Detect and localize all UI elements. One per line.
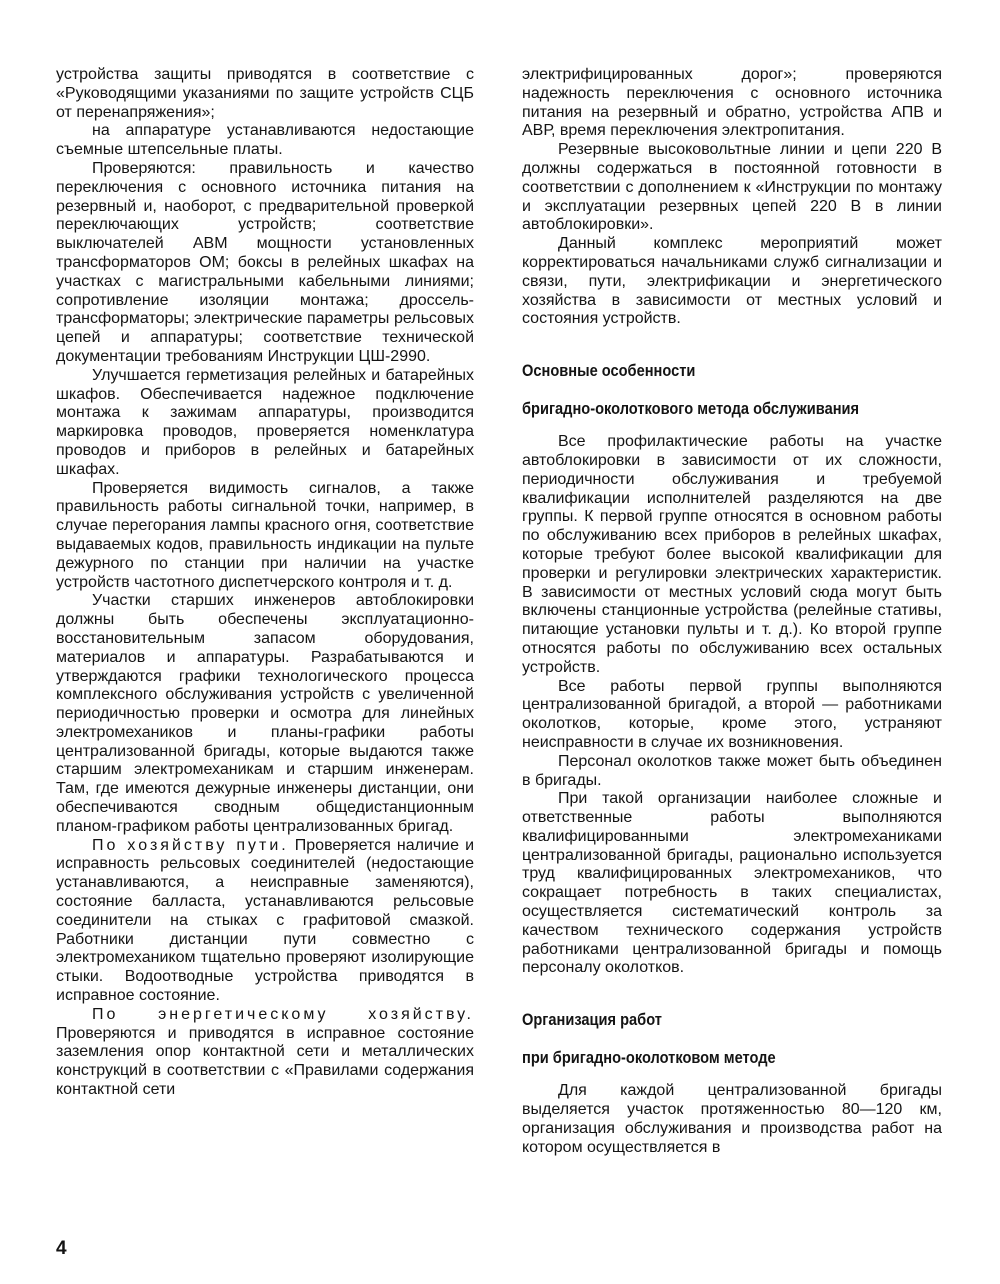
left-column	[56, 66, 474, 1100]
paragraph: Участки старших инженеров автоблокировки должны быть обеспечены эксплуатационно-восстановительным запасом оборудования, материалов и аппаратуры. Разрабатываются и утверждаются графики технологического процесса комплексного обслуживания устройств с увеличенной периодичностью проверки и осмотра для линейных электромехаников и планы-графики работы централизованной бригады, которые выдаются также старшим электромеханикам и старшим инженерам. Там, где имеются дежурные инженеры дистанции, они обеспечиваются сводным общедистанционным планом-графиком работы централизованных бригад.	[56, 592, 474, 835]
paragraph: Для каждой централизованной бригады выделяется участок протяженностью 80—120 км, организация обслуживания и производства работ на котором осуществляется в	[522, 1082, 942, 1156]
paragraph: Проверяются: правильность и качество переключения с основного источника питания на резервный и, наоборот, с предварительной проверкой переключающих устройств; соответствие выключателей АВМ мощности установленных трансформаторов ОМ; боксы в релейных шкафах на участках с магистральными кабельными линиями; сопротивление изоляции монтажа; дроссель-трансформаторы; электрические параметры рельсовых цепей и аппаратуры; соответствие технической документации требованиям Инструкции ЦШ-2990.	[56, 159, 474, 365]
section-heading: бригадно-околоткового метода обслуживания	[522, 399, 860, 419]
paragraph: Улучшается герметизация релейных и батарейных шкафов. Обеспечивается надежное подключение монтажа к зажимам аппаратуры, производится маркировка проводов, проверяется номенклатура проводов и приборов в релейных и батарейных шкафах.	[56, 366, 474, 478]
paragraph: Все профилактические работы на участке автоблокировки в зависимости от их сложности, периодичности обслуживания и требуемой квалификации исполнителей разделяются на две группы. К первой группе относятся в основном работы по обслуживанию всех приборов в релейных шкафах, которые требуют более высокой квалификации для проверки и регулировки электрических характеристик. В зависимости от местных условий сюда могут быть включены станционные устройства (релейные стативы, питающие установки пульты и т. д.). Ко второй группе относятся работы по обслуживанию всех остальных устройств.	[522, 433, 942, 676]
right-column	[522, 66, 942, 1157]
paragraph: на аппаратуре устанавливаются недостающие съемные штепсельные платы.	[56, 122, 474, 159]
paragraph-text: Проверяются и приводятся в исправное состояние заземления опор контактной сети и металлических конструкций в соответствии с «Правилами содержания контактной сети	[56, 1024, 474, 1099]
paragraph-text: Проверяется наличие и исправность рельсовых соединителей (недостающие устанавливаются, а неисправные заменяются), состояние балласта, устанавливаются рельсовые соединители на стыках с графитовой смазкой. Работники дистанции пути совместно с электромехаником тщательно проверяют изолирующие стыки. Водоотводные устройства приводятся в исправное состояние.	[56, 836, 475, 1005]
section-heading: при бригадно-околотковом методе	[522, 1048, 776, 1068]
run-in-heading: По энергетическому хозяйству.	[92, 1005, 474, 1023]
paragraph: электрифицированных дорог»; проверяются надежность переключения с основного источника питания на резервный и обратно, устройства АПВ и АВР, время переключения электропитания.	[522, 66, 942, 140]
paragraph: Проверяется видимость сигналов, а также правильность работы сигнальной точки, например, в случае перегорания лампы красного огня, соответствие выдаваемых кодов, правильность индикации на пульте дежурного по станции при наличии на участке устройств частотного диспетчерского контроля и т. д.	[56, 479, 474, 591]
paragraph: устройства защиты приводятся в соответствие с «Руководящими указаниями по защите устройств СЦБ от перенапряжения»;	[56, 66, 474, 121]
section-heading: Основные особенности	[522, 361, 696, 381]
paragraph: Все работы первой группы выполняются централизованной бригадой, а второй — работниками околотков, которые, кроме этого, устраняют неисправности в случае их возникновения.	[522, 677, 942, 751]
section-heading: Организация работ	[522, 1010, 662, 1030]
paragraph: Данный комплекс мероприятий может корректироваться начальниками служб сигнализации и связи, пути, электрификации и энергетического хозяйства в зависимости от местных условий и состояния устройств.	[522, 235, 942, 328]
paragraph-energy-section	[56, 1006, 474, 1100]
run-in-heading: По хозяйству пути.	[92, 836, 289, 854]
paragraph: При такой организации наиболее сложные и ответственные работы выполняются квалифицированными электромеханиками централизованной бригады, рационально используется труд квалифицированных электромехаников, что сокращает потребность в таких специалистах, осуществляется систематический контроль за качеством технического содержания устройств работниками централизованной бригады и помощь персоналу околотков.	[522, 790, 942, 977]
paragraph: Персонал околотков также может быть объединен в бригады.	[522, 752, 942, 789]
paragraph-track-section	[56, 837, 474, 1006]
paragraph: Резервные высоковольтные линии и цепи 220 В должны содержаться в постоянной готовности в соответствии с дополнением к «Инструкции по монтажу и эксплуатации резервных цепей 220 В в линии автоблокировки».	[522, 141, 942, 234]
page-number: 4	[56, 1238, 67, 1259]
